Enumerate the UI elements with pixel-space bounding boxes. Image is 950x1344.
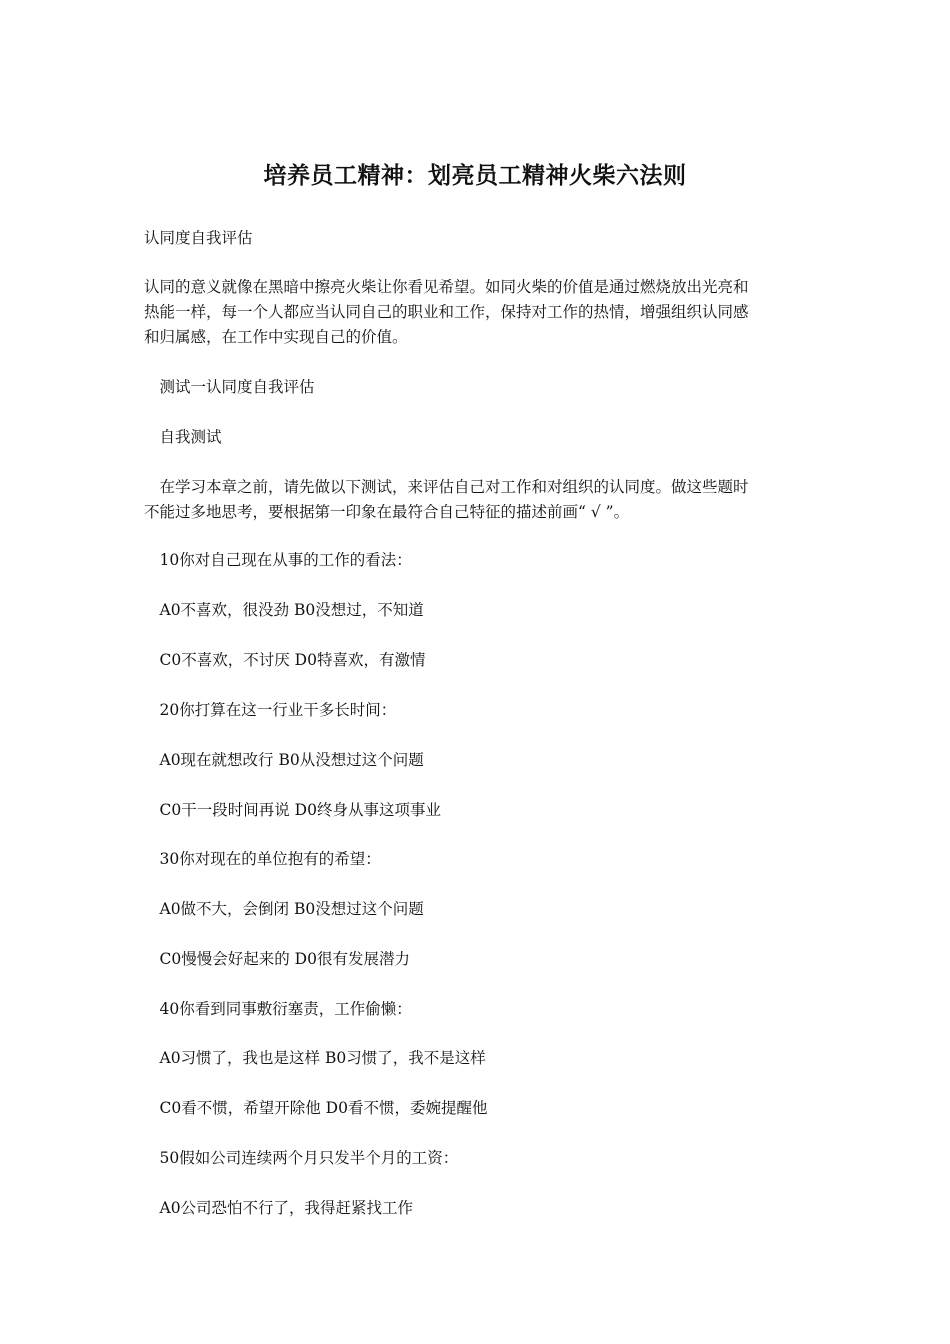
test-heading: 测试一认同度自我评估 (144, 378, 315, 396)
self-test-heading: 自我测试 (144, 428, 222, 446)
intro-paragraph (144, 275, 812, 350)
question-line: 20你打算在这一行业干多长时间： (144, 701, 397, 719)
question-line: A0公司恐怕不行了，我得赶紧找工作 (144, 1199, 414, 1217)
intro-line: 热能一样，每一个人都应当认同自己的职业和工作，保持对工作的热情，增强组织认同感 (144, 303, 749, 321)
question-line: C0干一段时间再说 D0终身从事这项事业 (144, 801, 441, 819)
document-title: 培养员工精神：划亮员工精神火柴六法则 (263, 162, 687, 189)
question-line: A0不喜欢，很没劲 B0没想过，不知道 (144, 601, 424, 619)
question-line: 30你对现在的单位抱有的希望： (144, 850, 381, 868)
question-line: 10你对自己现在从事的工作的看法： (144, 551, 412, 569)
question-line: C0慢慢会好起来的 D0很有发展潜力 (144, 950, 410, 968)
instruction-line: 不能过多地思考，要根据第一印象在最符合自己特征的描述前画“ √ ”。 (144, 503, 630, 521)
question-line: C0不喜欢，不讨厌 D0特喜欢，有激情 (144, 651, 426, 669)
subtitle: 认同度自我评估 (144, 229, 253, 247)
question-line: A0现在就想改行 B0从没想过这个问题 (144, 751, 424, 769)
instruction-paragraph (144, 475, 812, 525)
instruction-line: 在学习本章之前，请先做以下测试，来评估自己对工作和对组织的认同度。做这些题时 (144, 478, 749, 496)
question-line: A0习惯了，我也是这样 B0习惯了，我不是这样 (144, 1049, 486, 1067)
intro-line: 认同的意义就像在黑暗中擦亮火柴让你看见希望。如同火柴的价值是通过燃烧放出光亮和 (144, 278, 749, 296)
question-line: 50假如公司连续两个月只发半个月的工资： (144, 1149, 459, 1167)
question-line: 40你看到同事敷衍塞责，工作偷懒： (144, 1000, 412, 1018)
question-line: C0看不惯，希望开除他 D0看不惯，委婉提醒他 (144, 1099, 488, 1117)
intro-line: 和归属感，在工作中实现自己的价值。 (144, 328, 408, 346)
question-line: A0做不大，会倒闭 B0没想过这个问题 (144, 900, 424, 918)
